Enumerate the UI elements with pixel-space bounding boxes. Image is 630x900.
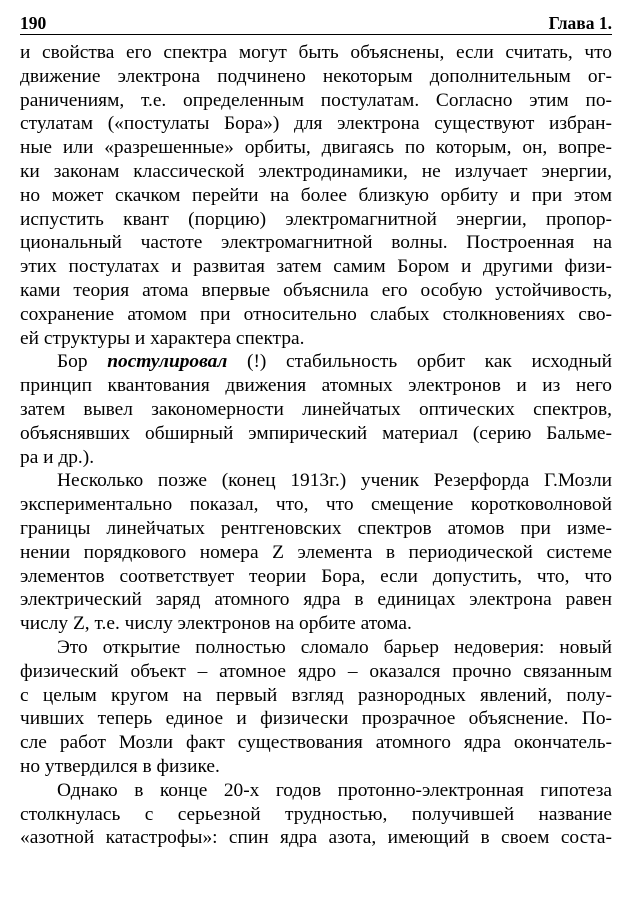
text-segment: Бор (57, 351, 108, 373)
text-line: с целым кругом на первый взгляд разнородных явлений, полу- (20, 684, 612, 706)
text-segment: (!) стабильность орбит как исходный (227, 351, 612, 373)
text-line: ра и др.). (20, 446, 95, 468)
text-line: столкнулась с серьезной трудностью, получившей название (20, 803, 612, 825)
text-line: ные или «разрешенные» орбиты, двигаясь по которым, он, вопре- (20, 137, 612, 159)
paragraph (20, 350, 612, 469)
body-text (20, 41, 612, 850)
text-line: раничениям, т.е. определенным постулатам. Согласно этим по- (20, 89, 612, 111)
text-line: Однако в конце 20-х годов протонно-электронная гипотеза (57, 779, 612, 801)
text-line: сле работ Мозли факт существования атомного ядра окончатель- (20, 732, 612, 754)
text-line: принцип квантования движения атомных электронов и из него (20, 375, 612, 397)
page-number: 190 (20, 13, 47, 33)
text-line: ками теория атома впервые объяснила его особую устойчивость, (20, 279, 612, 301)
text-line: затем вывел закономерности линейчатых оптических спектров, (20, 398, 612, 420)
text-line: стулатам («постулаты Бора») для электрона существуют избран- (20, 113, 612, 135)
text-line: ки законам классической электродинамики, не излучает энергии, (20, 160, 612, 182)
page-header (20, 10, 612, 35)
emphasized-word: постулировал (107, 351, 228, 373)
text-line: нении порядкового номера Z элемента в периодической системе (20, 541, 612, 563)
paragraph (20, 779, 612, 850)
text-line: границы линейчатых рентгеновских спектров атомов при изме- (20, 517, 612, 539)
text-line: этих постулатах и развитая затем самим Бором и другими физи- (20, 256, 612, 278)
text-line: движение электрона подчинено некоторым дополнительным ог- (20, 65, 612, 87)
text-line: Это открытие полностью сломало барьер недоверия: новый (57, 636, 612, 658)
text-line: электрический заряд атомного ядра в единицах электрона равен (20, 589, 612, 611)
text-line: экспериментально показал, что, что смещение коротковолновой (20, 494, 612, 516)
text-line: «азотной катастрофы»: спин ядра азота, имеющий в своем соста- (20, 827, 612, 849)
chapter-title: Глава 1. (548, 13, 612, 33)
text-line-emphasis (20, 350, 612, 374)
text-line: физический объект – атомное ядро – оказался прочно связанным (20, 660, 612, 682)
text-line: испустить квант (порцию) электромагнитной энергии, пропор- (20, 208, 612, 230)
text-line: циональный частоте электромагнитной волны. Построенная на (20, 232, 612, 254)
text-line: но утвердился в физике. (20, 755, 220, 777)
text-line: но может скачком перейти на более близкую орбиту и при этом (20, 184, 612, 206)
paragraph (20, 636, 612, 779)
book-page (20, 10, 612, 850)
text-line: сохранение атомом при относительно слабых столкновениях сво- (20, 303, 612, 325)
text-line: объяснявших обширный эмпирический материал (серию Бальме- (20, 422, 612, 444)
text-line: ей структуры и характера спектра. (20, 327, 305, 349)
text-line: Несколько позже (конец 1913г.) ученик Резерфорда Г.Мозли (57, 470, 612, 492)
text-line: и свойства его спектра могут быть объяснены, если считать, что (20, 42, 612, 63)
text-line: элементов соответствует теории Бора, если допустить, что, что (20, 565, 612, 587)
text-line: числу Z, т.е. числу электронов на орбите атома. (20, 613, 412, 635)
text-line: чивших теперь единое и физически прозрачное объяснение. По- (20, 708, 612, 730)
paragraph (20, 469, 612, 636)
paragraph (20, 41, 612, 350)
